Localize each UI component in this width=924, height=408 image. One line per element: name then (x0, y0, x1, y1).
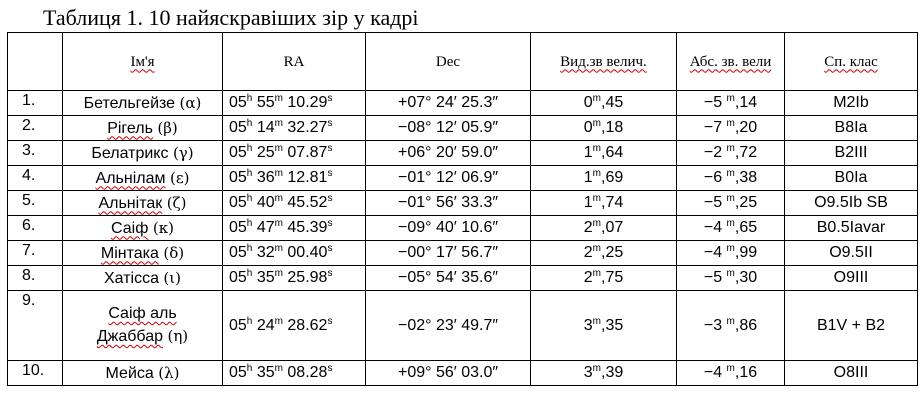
star-name: Альнітак (98, 194, 163, 212)
unit-hours: h (246, 218, 253, 229)
ra-hours: 05 (229, 119, 247, 136)
table-row (8, 141, 918, 166)
unit-mag: m (592, 218, 601, 229)
ra-hours: 05 (229, 144, 247, 161)
header-spectral-class-label: Сп. клас (824, 53, 878, 70)
unit-hours: h (246, 143, 253, 154)
unit-mag: m (726, 315, 735, 327)
right-ascension-cell (223, 291, 366, 361)
apparent-magnitude-cell (531, 241, 677, 266)
absolute-magnitude-frac: ,99 (734, 244, 758, 261)
table-row (8, 241, 918, 266)
header-name-label: Ім'я (130, 53, 155, 70)
header-ra: RA (223, 33, 366, 91)
apparent-magnitude-int: 2 (583, 219, 593, 236)
header-absolute-magnitude-label: Абс. зв. вели (689, 53, 772, 70)
apparent-magnitude-frac: ,45 (601, 94, 624, 111)
star-name-cell (63, 291, 223, 361)
unit-mag: m (592, 168, 601, 179)
ra-minutes: 36 (256, 169, 275, 186)
ra-seconds: 28.62 (287, 316, 328, 334)
apparent-magnitude-int: 1 (583, 194, 593, 211)
apparent-magnitude-int: 0 (583, 94, 593, 111)
unit-mag: m (726, 218, 735, 229)
unit-mag: m (726, 118, 735, 129)
unit-mag: m (592, 268, 601, 279)
star-name: Мейса (105, 364, 154, 382)
table-row (8, 216, 918, 241)
unit-mag: m (726, 143, 735, 154)
spectral-class-cell: O9.5Ib SB (785, 191, 918, 216)
right-ascension-cell (223, 241, 366, 266)
ra-minutes: 32 (256, 244, 275, 261)
apparent-magnitude-cell (531, 191, 677, 216)
star-name-wrap (106, 363, 180, 384)
star-name-wrap (84, 93, 202, 114)
bayer-letter: (ε) (169, 168, 190, 187)
unit-mag: m (726, 363, 735, 374)
ra-minutes: 35 (256, 364, 275, 381)
star-name-cell (63, 116, 223, 141)
declination-cell: −00° 17′ 56.7″ (366, 241, 531, 266)
unit-mag: m (592, 193, 601, 204)
apparent-magnitude-frac: ,39 (601, 364, 624, 381)
apparent-magnitude-cell (531, 166, 677, 191)
absolute-magnitude-cell (677, 291, 785, 361)
bayer-letter: (δ) (163, 243, 185, 262)
declination-cell: −09° 40′ 10.6″ (366, 216, 531, 241)
row-number: 5. (8, 191, 63, 216)
absolute-magnitude-frac: ,30 (734, 269, 758, 286)
ra-seconds: 25.98 (287, 269, 328, 286)
spectral-class-cell: B8Ia (785, 116, 918, 141)
apparent-magnitude-int: 1 (583, 169, 593, 186)
absolute-magnitude-frac: ,38 (734, 169, 758, 186)
unit-seconds: s (327, 315, 333, 327)
ra-seconds: 45.39 (287, 219, 328, 236)
unit-minutes: m (274, 118, 283, 129)
star-name-wrap (91, 143, 193, 164)
stars-table (7, 32, 918, 386)
row-number: 1. (8, 91, 63, 116)
unit-mag: m (726, 93, 735, 104)
apparent-magnitude-cell (531, 266, 677, 291)
row-number: 10. (8, 361, 63, 386)
apparent-magnitude-int: 3 (583, 364, 593, 381)
absolute-magnitude-cell (677, 116, 785, 141)
apparent-magnitude-cell (531, 91, 677, 116)
spectral-class-cell: B0.5Iavar (785, 216, 918, 241)
header-row (8, 33, 918, 91)
absolute-magnitude-int: −5 (703, 269, 723, 286)
absolute-magnitude-cell (677, 266, 785, 291)
absolute-magnitude-int: −5 (703, 94, 723, 111)
star-name: Рігель (107, 119, 153, 137)
absolute-magnitude-frac: ,86 (734, 316, 758, 334)
absolute-magnitude-frac: ,14 (734, 94, 758, 111)
ra-minutes: 55 (256, 94, 275, 111)
table-row (8, 191, 918, 216)
unit-mag: m (592, 243, 601, 254)
ra-hours: 05 (229, 364, 247, 381)
ra-hours: 05 (229, 94, 247, 111)
table-row (8, 361, 918, 386)
apparent-magnitude-frac: ,35 (601, 316, 624, 334)
header-apparent-magnitude (531, 33, 677, 91)
unit-hours: h (246, 363, 253, 374)
unit-seconds: s (327, 363, 333, 374)
header-spectral-class (785, 33, 918, 91)
unit-minutes: m (274, 193, 283, 204)
unit-hours: h (246, 315, 253, 327)
star-name-wrap (107, 118, 178, 139)
right-ascension-cell (223, 116, 366, 141)
ra-hours: 05 (229, 244, 247, 261)
ra-minutes: 14 (256, 119, 275, 136)
absolute-magnitude-int: −5 (703, 194, 723, 211)
unit-hours: h (246, 93, 253, 104)
ra-seconds: 32.27 (287, 119, 328, 136)
right-ascension-cell (223, 216, 366, 241)
apparent-magnitude-frac: ,69 (601, 169, 624, 186)
absolute-magnitude-frac: ,20 (734, 119, 758, 136)
right-ascension-cell (223, 266, 366, 291)
bayer-letter: (ι) (163, 268, 182, 287)
unit-seconds: s (327, 218, 333, 229)
unit-mag: m (592, 93, 601, 104)
spectral-class-cell: O8III (785, 361, 918, 386)
bayer-letter: (γ) (172, 143, 194, 162)
declination-cell: −02° 23′ 49.7″ (366, 291, 531, 361)
apparent-magnitude-int: 0 (583, 119, 593, 136)
unit-seconds: s (327, 243, 333, 254)
ra-minutes: 25 (256, 144, 275, 161)
header-absolute-magnitude (677, 33, 785, 91)
table-row (8, 116, 918, 141)
ra-seconds: 00.40 (287, 244, 328, 261)
unit-minutes: m (274, 93, 283, 104)
right-ascension-cell (223, 141, 366, 166)
absolute-magnitude-int: −3 (703, 316, 723, 334)
apparent-magnitude-int: 3 (583, 316, 593, 334)
bayer-letter: (η) (167, 327, 189, 345)
absolute-magnitude-cell (677, 91, 785, 116)
star-name: Хатісса (103, 269, 159, 287)
unit-minutes: m (274, 363, 283, 374)
star-name-wrap (111, 218, 174, 239)
star-name: Белатрикс (91, 144, 169, 162)
header-name (63, 33, 223, 91)
declination-cell: −05° 54′ 35.6″ (366, 266, 531, 291)
bayer-letter: (λ) (158, 363, 180, 382)
star-name-cell (63, 166, 223, 191)
unit-seconds: s (327, 193, 333, 204)
unit-minutes: m (274, 268, 283, 279)
ra-minutes: 40 (256, 194, 275, 211)
ra-seconds: 10.29 (287, 94, 328, 111)
ra-hours: 05 (229, 169, 247, 186)
unit-minutes: m (274, 243, 283, 254)
declination-cell: +07° 24′ 25.3″ (366, 91, 531, 116)
apparent-magnitude-frac: ,64 (601, 144, 624, 161)
absolute-magnitude-frac: ,16 (734, 364, 758, 381)
ra-minutes: 24 (256, 316, 275, 334)
star-name-cell (63, 266, 223, 291)
unit-mag: m (726, 268, 735, 279)
spectral-class-cell: O9.5II (785, 241, 918, 266)
spectral-class-cell: B2III (785, 141, 918, 166)
header-dec: Dec (366, 33, 531, 91)
star-name-cell (63, 141, 223, 166)
star-name: Альнілам (95, 169, 166, 187)
absolute-magnitude-int: −4 (703, 219, 723, 236)
unit-minutes: m (274, 218, 283, 229)
unit-seconds: s (327, 143, 333, 154)
bayer-letter: (ζ) (166, 193, 187, 212)
bayer-letter: (β) (157, 118, 178, 137)
right-ascension-cell (223, 361, 366, 386)
ra-seconds: 45.52 (287, 194, 328, 211)
ra-minutes: 47 (256, 219, 275, 236)
star-name: Бетельгейзе (83, 94, 176, 112)
right-ascension-cell (223, 191, 366, 216)
apparent-magnitude-frac: ,07 (601, 219, 624, 236)
absolute-magnitude-cell (677, 141, 785, 166)
declination-cell: −08° 12′ 05.9″ (366, 116, 531, 141)
star-name: Саіф (111, 219, 149, 237)
absolute-magnitude-cell (677, 241, 785, 266)
apparent-magnitude-int: 2 (583, 244, 593, 261)
apparent-magnitude-cell (531, 116, 677, 141)
header-apparent-magnitude-label: Вид.зв велич. (560, 53, 647, 70)
star-name-cell (63, 91, 223, 116)
unit-seconds: s (327, 93, 333, 104)
ra-hours: 05 (229, 269, 247, 286)
unit-mag: m (592, 118, 601, 129)
absolute-magnitude-int: −4 (703, 244, 723, 261)
declination-cell: −01° 56′ 33.3″ (366, 191, 531, 216)
declination-cell: +06° 20′ 59.0″ (366, 141, 531, 166)
row-number: 9. (8, 291, 63, 361)
spectral-class-cell: B0Ia (785, 166, 918, 191)
header-num (8, 33, 63, 91)
absolute-magnitude-frac: ,65 (734, 219, 758, 236)
unit-hours: h (246, 193, 253, 204)
unit-hours: h (246, 243, 253, 254)
absolute-magnitude-int: −6 (703, 169, 723, 186)
unit-mag: m (726, 193, 735, 204)
star-name-cell (63, 241, 223, 266)
star-name: Саіф аль Джаббар (96, 305, 177, 345)
unit-mag: m (726, 168, 735, 179)
star-name-cell (63, 216, 223, 241)
apparent-magnitude-frac: ,25 (601, 244, 624, 261)
absolute-magnitude-cell (677, 166, 785, 191)
unit-hours: h (246, 268, 253, 279)
ra-seconds: 12.81 (287, 169, 328, 186)
unit-seconds: s (327, 268, 333, 279)
absolute-magnitude-int: −4 (703, 364, 723, 381)
apparent-magnitude-frac: ,74 (601, 194, 624, 211)
star-name-wrap (104, 268, 181, 289)
declination-cell: −01° 12′ 06.9″ (366, 166, 531, 191)
absolute-magnitude-cell (677, 361, 785, 386)
row-number: 4. (8, 166, 63, 191)
ra-seconds: 08.28 (287, 364, 328, 381)
unit-mag: m (726, 243, 735, 254)
apparent-magnitude-cell (531, 291, 677, 361)
unit-mag: m (592, 315, 601, 327)
apparent-magnitude-frac: ,18 (601, 119, 624, 136)
bayer-letter: (α) (179, 93, 202, 112)
unit-mag: m (592, 363, 601, 374)
apparent-magnitude-cell (531, 216, 677, 241)
absolute-magnitude-cell (677, 191, 785, 216)
table-row (8, 291, 918, 361)
apparent-magnitude-cell (531, 361, 677, 386)
star-name-wrap (101, 243, 184, 264)
ra-seconds: 07.87 (287, 144, 328, 161)
unit-hours: h (246, 168, 253, 179)
star-name-wrap (78, 303, 208, 348)
apparent-magnitude-cell (531, 141, 677, 166)
apparent-magnitude-int: 1 (583, 144, 593, 161)
row-number: 3. (8, 141, 63, 166)
absolute-magnitude-frac: ,72 (734, 144, 758, 161)
star-name-wrap (96, 168, 190, 189)
ra-hours: 05 (229, 219, 247, 236)
absolute-magnitude-int: −2 (703, 144, 723, 161)
ra-hours: 05 (229, 194, 247, 211)
ra-minutes: 35 (256, 269, 275, 286)
unit-seconds: s (327, 168, 333, 179)
spectral-class-cell: B1V + B2 (785, 291, 918, 361)
apparent-magnitude-int: 2 (583, 269, 593, 286)
unit-minutes: m (274, 143, 283, 154)
star-name-cell (63, 361, 223, 386)
absolute-magnitude-int: −7 (703, 119, 723, 136)
unit-minutes: m (274, 168, 283, 179)
declination-cell: +09° 56′ 03.0″ (366, 361, 531, 386)
unit-minutes: m (274, 315, 283, 327)
absolute-magnitude-cell (677, 216, 785, 241)
table-row (8, 166, 918, 191)
star-name: Мінтака (100, 244, 159, 262)
apparent-magnitude-frac: ,75 (601, 269, 624, 286)
star-name-wrap (98, 193, 186, 214)
right-ascension-cell (223, 91, 366, 116)
spectral-class-cell: M2Ib (785, 91, 918, 116)
ra-hours: 05 (229, 316, 247, 334)
row-number: 7. (8, 241, 63, 266)
table-row (8, 91, 918, 116)
row-number: 8. (8, 266, 63, 291)
row-number: 2. (8, 116, 63, 141)
table-row (8, 266, 918, 291)
unit-hours: h (246, 118, 253, 129)
table-caption: Таблиця 1. 10 найяскравіших зір у кадрі (43, 5, 419, 30)
absolute-magnitude-frac: ,25 (734, 194, 758, 211)
star-name-cell (63, 191, 223, 216)
bayer-letter: (κ) (152, 218, 174, 237)
unit-seconds: s (327, 118, 333, 129)
row-number: 6. (8, 216, 63, 241)
right-ascension-cell (223, 166, 366, 191)
unit-mag: m (592, 143, 601, 154)
spectral-class-cell: O9III (785, 266, 918, 291)
